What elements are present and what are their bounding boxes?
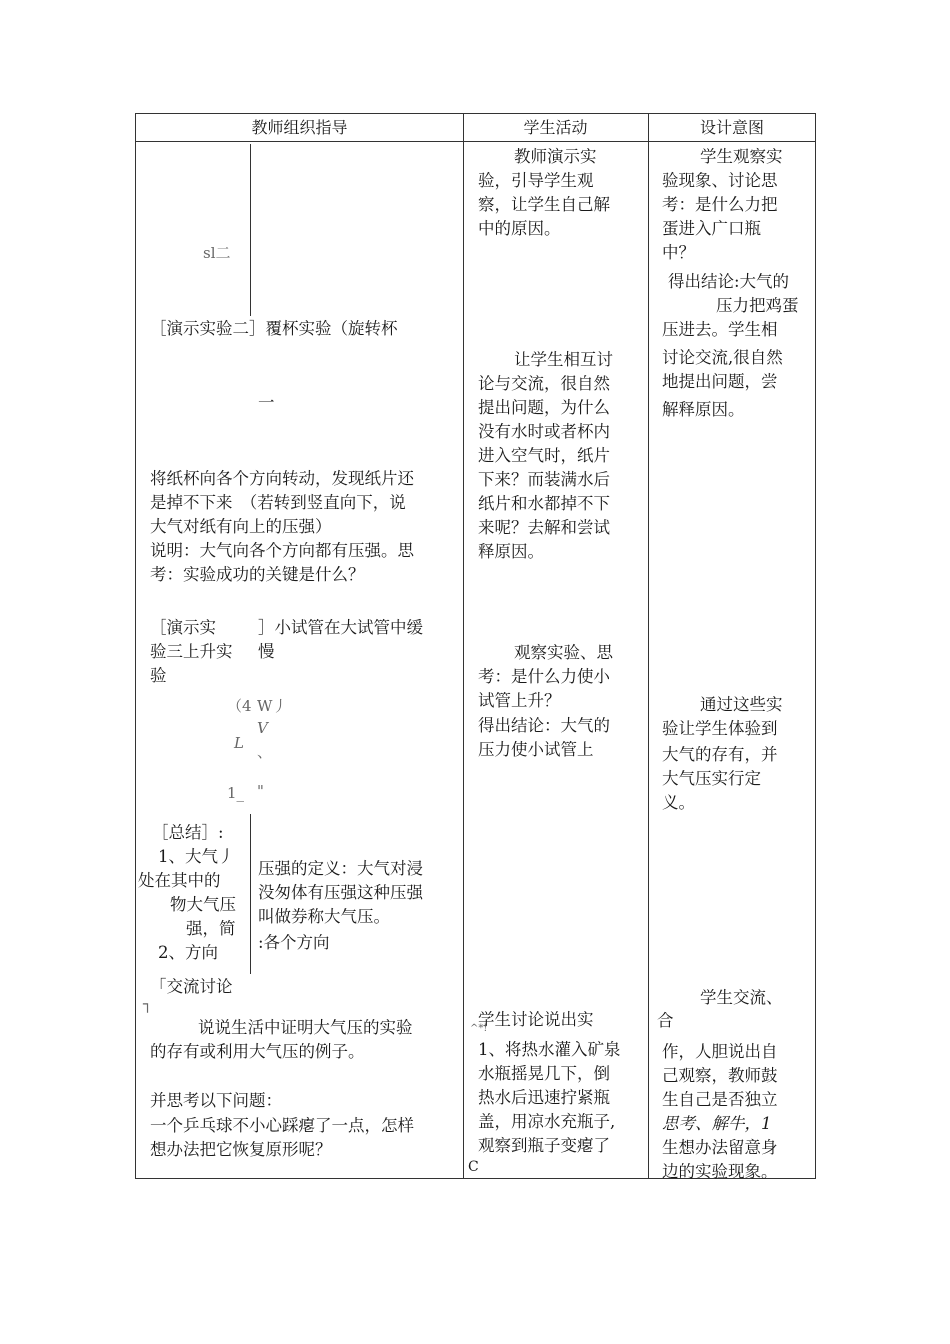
student-text: 下来？而装满水后 — [478, 470, 610, 489]
intent-text: 生自己是否独立 — [662, 1090, 778, 1109]
intent-text: 通过这些实 — [700, 695, 783, 714]
student-mark: ^*! — [470, 1023, 488, 1034]
demo2-text: 将纸杯向各个方向转动，发现纸片还 — [150, 469, 414, 488]
header-student: 学生活动 — [523, 118, 588, 137]
figure-label: L — [234, 734, 244, 752]
intent-text: 大气的存有，并 — [662, 745, 778, 764]
figure-label: sl二 — [203, 244, 231, 262]
intent-text: 解释原因。 — [662, 400, 745, 419]
intent-text: 地提出问题，尝 — [662, 372, 778, 391]
discuss-text: 的存有或利用大气压的例子。 — [150, 1042, 365, 1061]
student-text: 热水后迅速拧紧瓶 — [478, 1088, 610, 1107]
summary-text: 强，简 — [186, 919, 236, 938]
dash-mark: 一 — [258, 393, 275, 412]
student-text: 1、将热水灌入矿泉 — [478, 1040, 621, 1059]
intent-text: 合 — [657, 1011, 674, 1030]
demo2-title: ［演示实验二］覆杯实验（旋转杯 — [150, 319, 398, 338]
student-text: 察，让学生自己解 — [478, 195, 610, 214]
intent-text: 作，人胆说出自 — [662, 1042, 778, 1061]
column-divider — [463, 114, 464, 1178]
student-text: 进入空气时，纸片 — [478, 446, 610, 465]
discuss-text: 并思考以下问题： — [150, 1091, 282, 1110]
summary-text: 处在其中的 — [138, 871, 221, 890]
intent-text: 验现象、讨论思 — [662, 171, 778, 190]
student-text: 释原因。 — [478, 542, 544, 561]
summary-text: 1、大气丿 — [158, 847, 235, 866]
intent-text: 义。 — [662, 793, 695, 812]
intent-text: 验让学生体验到 — [662, 719, 778, 738]
intent-text: 学生观察实 — [700, 147, 783, 166]
student-text: 观察实验、思 — [514, 643, 613, 662]
header-teacher: 教师组织指导 — [251, 118, 348, 137]
summary-text: 物大气压 — [170, 895, 236, 914]
demo3-title: 验 — [150, 666, 167, 685]
student-text: C — [468, 1159, 479, 1175]
discuss-title: 「交流讨论 — [150, 977, 233, 996]
intent-text: 己观察，教师鼓 — [662, 1066, 778, 1085]
discuss-question: 一个乒乓球不小心踩瘪了一点，怎样 — [150, 1116, 414, 1135]
discuss-question: 想办法把它恢复原形呢？ — [150, 1140, 332, 1159]
summary-definition: 叫做券称大气压。 — [258, 907, 390, 926]
student-text: 考：是什么力使小 — [478, 667, 610, 686]
student-text: 得出结论：大气的 — [478, 716, 610, 735]
figure-label: 1_ — [227, 784, 245, 802]
summary-definition: :各个方向 — [258, 933, 330, 952]
intent-text: 边的实验现象。 — [662, 1162, 778, 1181]
student-text: 纸片和水都掉不下 — [478, 494, 610, 513]
figure-line — [250, 814, 251, 974]
intent-text: 压力把鸡蛋 — [716, 296, 799, 315]
column-divider — [648, 114, 649, 1178]
intent-text: 考：是什么力把 — [662, 195, 778, 214]
summary-text: 2、方向 — [158, 943, 218, 962]
figure-label: V — [257, 719, 268, 737]
student-text: 中的原因。 — [478, 219, 561, 238]
summary-definition: 没匆体有压强这种压强 — [258, 883, 423, 902]
demo3-text: 慢 — [258, 642, 275, 661]
summary-definition: 压强的定义：大气对浸 — [258, 859, 423, 878]
student-text: 来呢？去解和尝试 — [478, 518, 610, 537]
intent-text: 压进去。学生相 — [662, 320, 778, 339]
intent-text: 生想办法留意身 — [662, 1138, 778, 1157]
demo2-text: 大气对纸有向上的压强） — [150, 517, 332, 536]
figure-label: （4 — [227, 697, 252, 715]
summary-title: ［总结］: — [152, 823, 224, 842]
intent-text: 蛋进入广口瓶 — [662, 219, 761, 238]
intent-text: 思考、解牛，1 — [662, 1114, 772, 1133]
intent-text: 大气压实行定 — [662, 769, 761, 788]
student-text: 提出问题，为什么 — [478, 398, 610, 417]
header-divider — [136, 141, 815, 142]
student-text: 观察到瓶子变瘪了 — [478, 1136, 610, 1155]
student-text: 水瓶摇晃几下，倒 — [478, 1064, 610, 1083]
demo2-text: 说明：大气向各个方向都有压强。思 — [150, 541, 414, 560]
student-text: 验，引导学生观 — [478, 171, 594, 190]
student-text: 盖，用凉水充瓶子, — [478, 1112, 616, 1131]
intent-text: 得出结论:大气的 — [668, 272, 790, 291]
demo2-text: 是掉不下来 （若转到竖直向下，说 — [150, 493, 406, 512]
demo2-text: 考：实验成功的关键是什么？ — [150, 565, 365, 584]
student-text: 教师演示实 — [514, 147, 597, 166]
intent-text: 学生交流、 — [700, 988, 783, 1007]
student-text: 论与交流，很自然 — [478, 374, 610, 393]
figure-line — [250, 144, 251, 316]
student-text: 让学生相互讨 — [514, 350, 613, 369]
student-text: 学生讨论说出实 — [478, 1010, 594, 1029]
student-text: 试管上升？ — [478, 691, 561, 710]
intent-text: 讨论交流,很自然 — [662, 348, 783, 367]
discuss-mark: ┐ — [143, 995, 153, 1013]
demo3-title: ［演示实 — [150, 618, 216, 637]
student-text: 压力使小试管上 — [478, 740, 594, 759]
figure-label: W丿 — [257, 697, 288, 715]
demo3-title: 验三上升实 — [150, 642, 233, 661]
intent-text: 中？ — [662, 243, 695, 262]
figure-label: " — [257, 782, 264, 800]
demo3-text: ］小试管在大试管中缓 — [258, 618, 423, 637]
discuss-text: 说说生活中证明大气压的实验 — [198, 1018, 413, 1037]
figure-label: 、 — [257, 743, 273, 761]
student-text: 没有水时或者杯内 — [478, 422, 610, 441]
header-intent: 设计意图 — [699, 118, 764, 137]
